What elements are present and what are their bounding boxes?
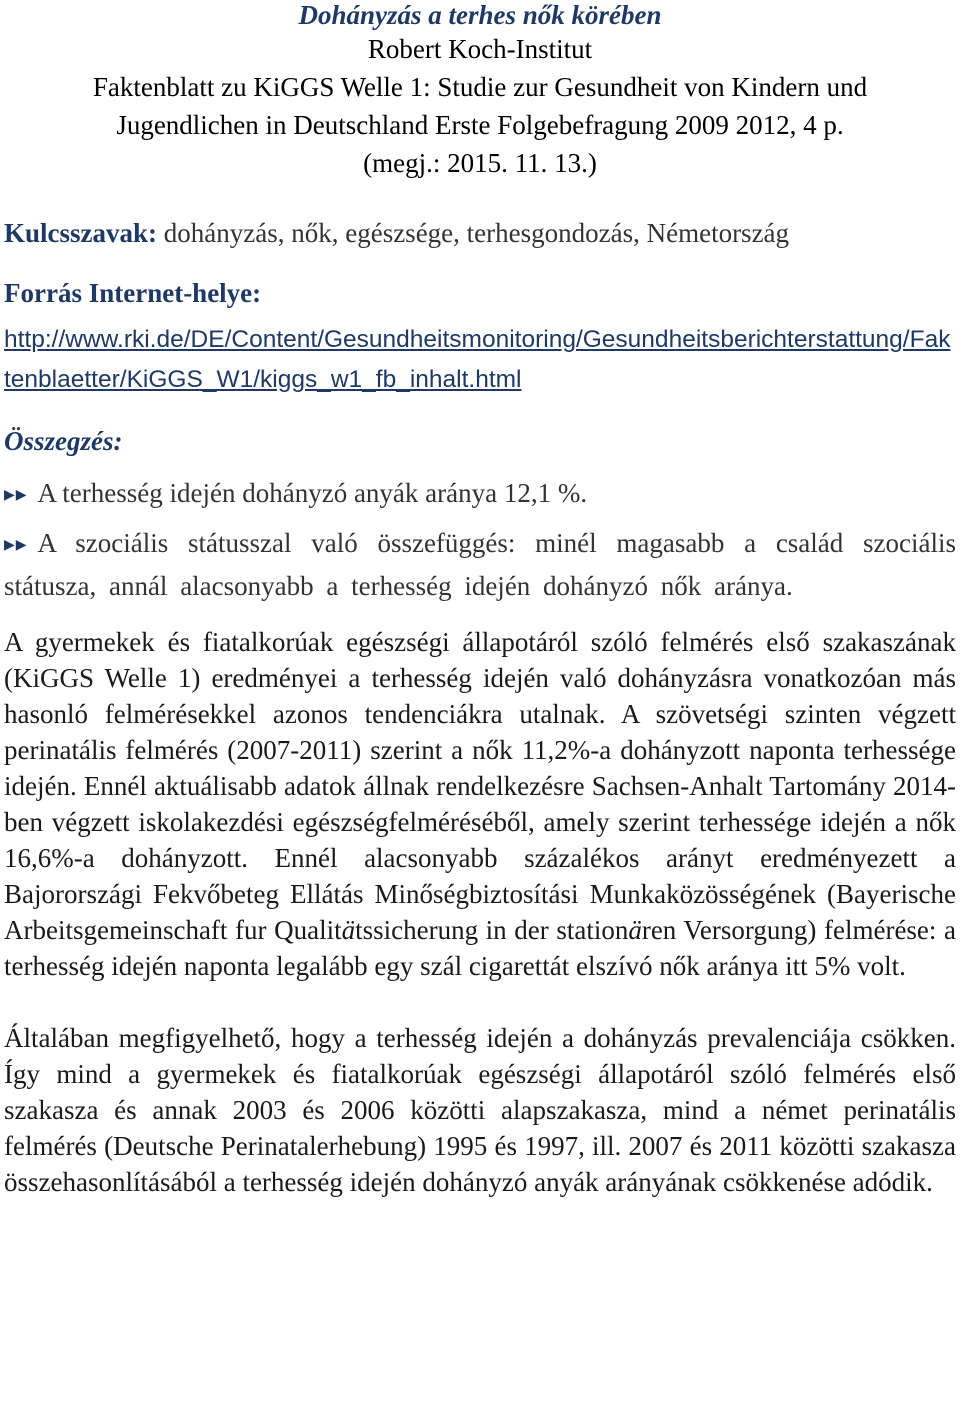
body-paragraph-1 (4, 624, 956, 984)
body-paragraph-1-part-c: ren Versorgung) felmérése: a terhesség idején naponta legalább egy szál cigarettát elszívó nők aránya itt 5% volt. (4, 915, 956, 981)
source-publication-line-1: Faktenblatt zu KiGGS Welle 1: Studie zur Gesundheit von Kindern und (92, 72, 868, 102)
source-note: (megj.: 2015. 11. 13.) (363, 148, 597, 178)
bullet-arrow-icon: ▶▶ (4, 488, 28, 503)
source-institute: Robert Koch-Institut (367, 34, 593, 64)
document-page (4, 0, 956, 1200)
summary-heading: Összegzés: (4, 426, 123, 456)
summary-bullet-2-text: A szociális státusszal való összefüggés: minél magasabb a család szociális státusza, annál alacsonyabb a terhesség idején dohányzó nők aránya. (4, 528, 956, 601)
source-label: Forrás Internet-helye: (4, 278, 262, 308)
keywords-label: Kulcsszavak: (4, 218, 158, 248)
document-title: Dohányzás a terhes nők körében (298, 0, 662, 30)
keywords-line (4, 214, 956, 252)
body-paragraph-1-part-b: tssicherung in der station (355, 915, 629, 945)
body-paragraph-1-ae-2: ä (628, 915, 642, 945)
summary-bullet-2 (4, 523, 956, 606)
body-paragraph-2: Általában megfigyelhető, hogy a terhesség idején a dohányzás prevalenciája csökken. Így mind a gyermekek és fiatalkorúak egészségi állapotáról szóló felmérés első szakasza és annak 2003 és 2006 közötti alapszakasza, mind a német perinatális felmérés (Deutsche Perinatalerhebung) 1995 és 1997, ill. 2007 és 2011 közötti szakasza összehasonlításából a terhesség idején dohányzó anyák arányának csökkenése adódik. (4, 1023, 956, 1197)
bullet-arrow-icon: ▶▶ (4, 538, 28, 553)
summary-bullet-1-text: A terhesség idején dohányzó anyák aránya 12,1 %. (37, 478, 588, 508)
summary-bullet-1 (4, 474, 956, 515)
source-url-link[interactable]: http://www.rki.de/DE/Content/Gesundheitsmonitoring/Gesundheitsberichterstattung/Faktenblaetter/KiGGS_W1/kiggs_w1_fb_inhalt.html (4, 326, 951, 393)
body-paragraph-1-part-a: A gyermekek és fiatalkorúak egészségi állapotáról szóló felmérés első szakaszának (KiGGS Welle 1) eredményei a terhesség idején való dohányzásra vonatkozóan más hasonló felmérésekkel azonos tendenciákra utalnak. A szövetségi szinten végzett perinatális felmérés (2007-2011) szerint a nők 11,2%-a dohányzott naponta terhessége idején. Ennél aktuálisabb adatok állnak rendelkezésre Sachsen-Anhalt Tartomány 2014-ben végzett iskolakezdési egészségfelméréséből, amely szerint terhessége idején a nők 16,6%-a dohányzott. Ennél alacsonyabb százalékos arányt eredményezett a Bajorországi Fekvőbeteg Ellátás Minőségbiztosítási Munkaközösségének (Bayerische Arbeitsgemeinschaft fur Qualit (4, 627, 956, 945)
source-publication-line-2: Jugendlichen in Deutschland Erste Folgebefragung 2009 2012, 4 p. (116, 110, 844, 140)
keywords-value: dohányzás, nők, egészsége, terhesgondozás, Németország (157, 218, 790, 248)
body-paragraph-1-ae-1: ä (341, 915, 356, 945)
